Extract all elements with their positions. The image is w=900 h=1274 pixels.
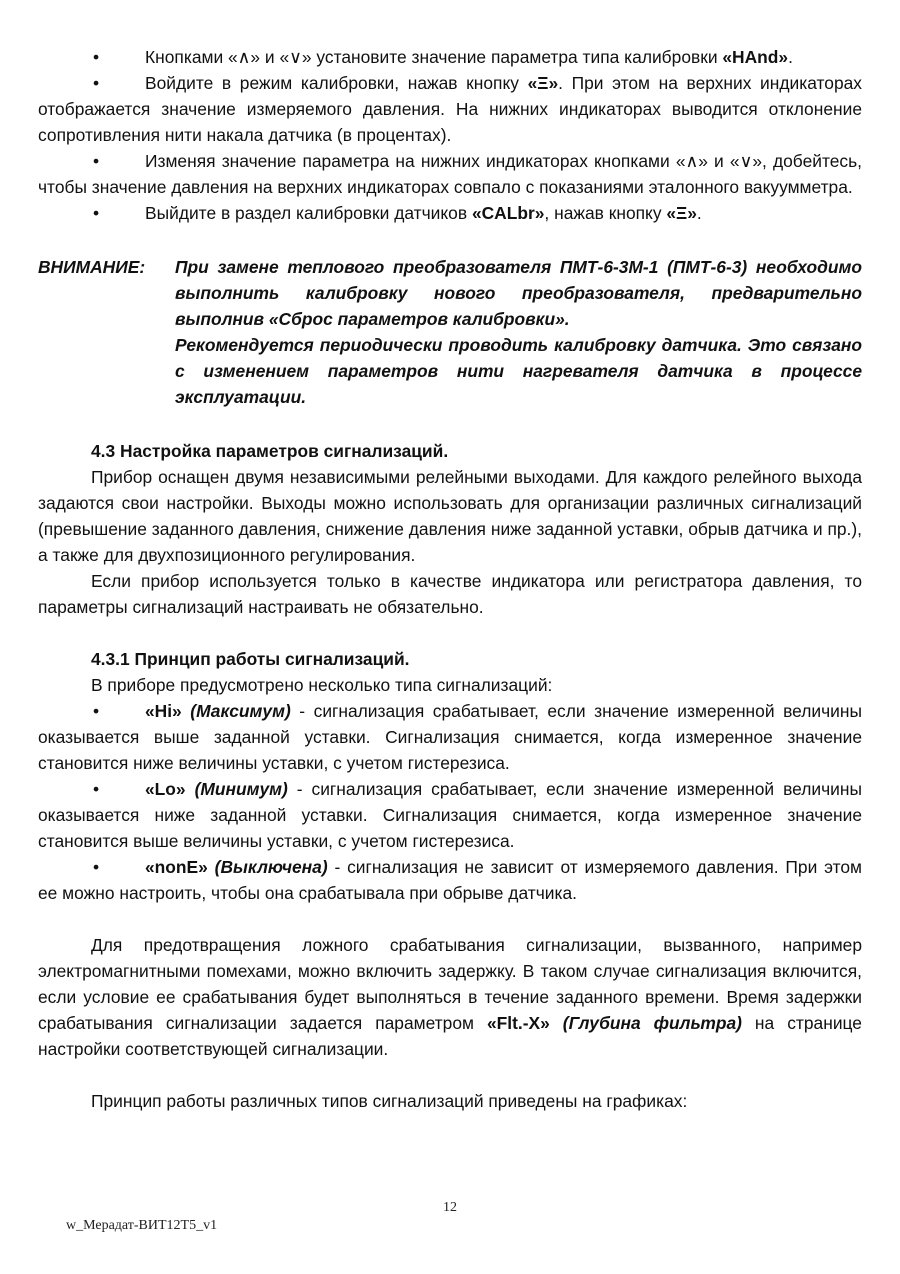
- bullet-icon: •: [93, 857, 100, 877]
- alarm-name: (Максимум): [190, 701, 291, 721]
- key-label: «Ξ»: [666, 203, 697, 223]
- text: .: [696, 203, 702, 223]
- list-item: [38, 200, 862, 226]
- bullet-icon: •: [93, 47, 100, 67]
- alarm-code: «nonE»: [145, 857, 208, 877]
- warning-body: [175, 254, 862, 410]
- warning-text: Рекомендуется периодически проводить калибровку датчика. Это связано с изменением параметров нити нагревателя датчика в процессе эксплуатации.: [175, 335, 862, 407]
- page-number: 12: [443, 1200, 457, 1215]
- spacer: [38, 1062, 862, 1088]
- bullet-icon: •: [93, 701, 100, 721]
- text: Кнопками «: [145, 47, 238, 67]
- param-code: «Flt.-X»: [486, 1013, 550, 1033]
- text: - сигнализация срабатывает, если значение измеренной величины оказывается выше заданной уставки. Сигнализация снимается, когда измеренное значение становится ниже величины уставки, с учетом гистерезиса.: [38, 701, 862, 773]
- down-arrow-icon: ∨: [289, 47, 302, 67]
- text: » и «: [250, 47, 290, 67]
- bullet-icon: •: [93, 779, 100, 799]
- up-arrow-icon: ∧: [237, 47, 251, 67]
- warning-label: ВНИМАНИЕ:: [38, 257, 146, 277]
- text: - сигнализация не зависит от измеряемого давления. При этом ее можно настроить, чтобы она срабатывала при обрыве датчика.: [38, 857, 862, 903]
- text: .: [788, 47, 793, 67]
- bullet-icon: •: [93, 73, 100, 93]
- paragraph: [38, 932, 862, 1062]
- text: - сигнализация срабатывает, если значение измеренной величины оказывается ниже заданной уставки. Сигнализация снимается, когда измеренное значение становится выше величины уставки, с учетом гистерезиса.: [38, 779, 862, 851]
- warning-text: При замене теплового преобразователя ПМТ-6-3М-1 (ПМТ-6-3) необходимо выполнить калибровку нового преобразователя, предварительно выполнив «Сброс параметров калибровки».: [175, 257, 862, 329]
- section-heading: 4.3 Настройка параметров сигнализаций.: [91, 441, 449, 461]
- text: , нажав кнопку: [544, 203, 667, 223]
- document-page: [38, 44, 862, 1114]
- bullet-icon: •: [93, 203, 100, 223]
- list-item: [38, 776, 862, 854]
- spacer: [38, 620, 862, 646]
- key-label: «Ξ»: [527, 73, 559, 93]
- text: » установите значение параметра типа калибровки: [301, 47, 723, 67]
- list-item: [38, 44, 862, 70]
- bullet-icon: •: [93, 151, 100, 171]
- alarm-name: (Выключена): [214, 857, 328, 877]
- alarm-code: «Hi»: [145, 701, 182, 721]
- paragraph: Принцип работы различных типов сигнализаций приведены на графиках:: [91, 1091, 688, 1111]
- list-item: [38, 148, 862, 200]
- text: Войдите в режим калибровки, нажав кнопку: [145, 73, 528, 93]
- param-code: «HAnd»: [722, 47, 789, 67]
- spacer: [38, 906, 862, 932]
- text: Изменяя значение параметра на нижних индикаторах кнопками «∧» и «∨», добейтесь, чтобы значение давления на верхних индикаторах совпало с показаниями эталонного вакуумметра.: [38, 151, 862, 197]
- list-item: [38, 854, 862, 906]
- text: . При этом на верхних индикаторах отображается значение измеряемого давления. На нижних индикаторах выводится отклонение сопротивления нити накала датчика (в процентах).: [38, 73, 862, 145]
- paragraph: В приборе предусмотрено несколько типа сигнализаций:: [91, 675, 553, 695]
- alarm-name: (Минимум): [194, 779, 288, 799]
- param-code: «CALbr»: [471, 203, 545, 223]
- param-name: (Глубина фильтра): [562, 1013, 742, 1033]
- text: Для предотвращения ложного срабатывания сигнализации, вызванного, например электромагнитными помехами, можно включить задержку. В таком случае сигнализация включится, если условие ее срабатывания будет выполняться в течение заданного времени. Время задержки срабатывания сигнализации задается параметром: [38, 935, 862, 1033]
- paragraph: Если прибор используется только в качестве индикатора или регистратора давления, то параметры сигнализаций настраивать не обязательно.: [38, 571, 862, 617]
- list-item: [38, 698, 862, 776]
- warning-block: [38, 254, 862, 410]
- paragraph: Прибор оснащен двумя независимыми релейными выходами. Для каждого релейного выхода задаются свои настройки. Выходы можно использовать для организации различных сигнализаций (превышение заданного давления, снижение давления ниже заданной уставки, обрыв датчика и пр.), а также для двухпозиционного регулирования.: [38, 467, 862, 565]
- text: Выйдите в раздел калибровки датчиков: [145, 203, 472, 223]
- list-item: [38, 70, 862, 148]
- section-heading: 4.3.1 Принцип работы сигнализаций.: [91, 649, 410, 669]
- alarm-code: «Lo»: [145, 779, 186, 799]
- text: на странице настройки соответствующей сигнализации.: [38, 1013, 862, 1059]
- document-footer: w_Мерадат-ВИТ12Т5_v1: [66, 1218, 218, 1233]
